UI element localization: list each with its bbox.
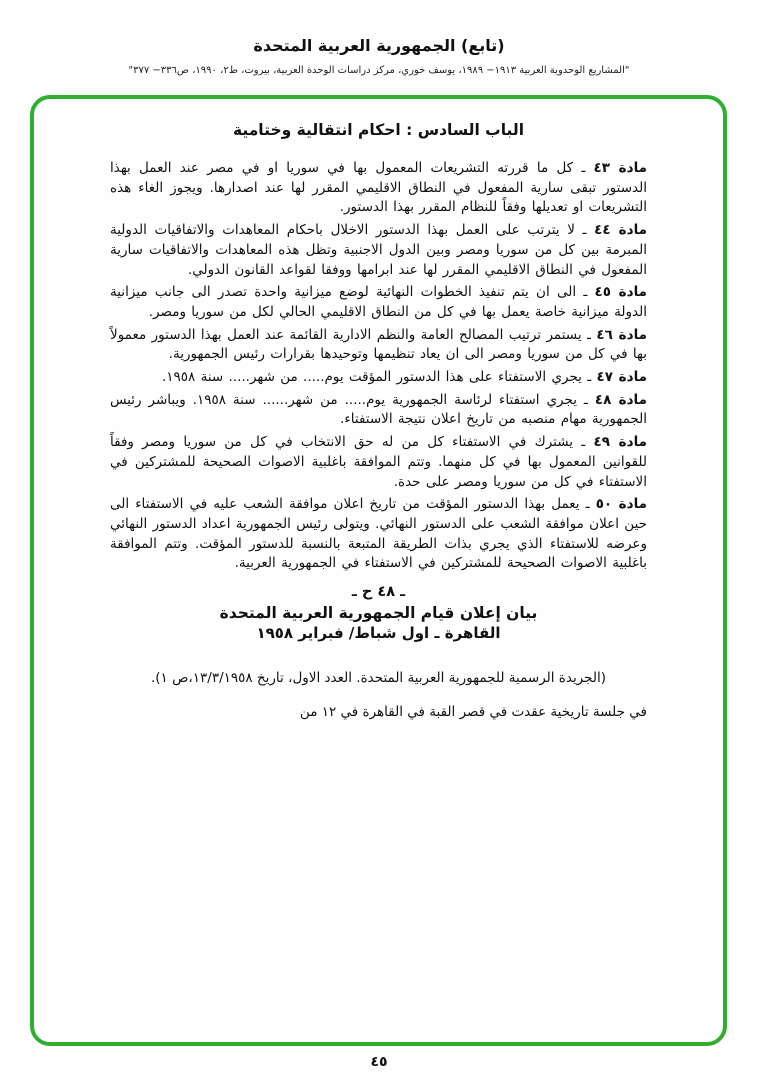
article-44-label: مادة ٤٤ <box>594 222 647 239</box>
article-44-text: ـ لا يترتب على العمل بهذا الدستور الاخلال باحكام المعاهدات والاتفاقيات الدولية المبرمة بين كل من سوريا ومصر وبين الدول الاجنبية وتظل هذه المعاهدات والاتفاقيات سارية المفعول في النطاق الاقليمي المقرر لها عند ابرامها ووفقا لقواعد القانون الدولي. <box>110 222 647 278</box>
article-43-label: مادة ٤٣ <box>593 160 648 176</box>
article-46 <box>110 326 647 365</box>
page-number: ٤٥ <box>370 1054 388 1070</box>
source-note: (الجريدة الرسمية للجمهورية العربية المتحدة. العدد الاول، تاريخ ١٣/٣/١٩٥٨،ص ١). <box>150 670 607 687</box>
article-45 <box>110 283 647 322</box>
article-50-label: مادة ٥٠ <box>595 496 647 513</box>
article-45-label: مادة ٤٥ <box>594 284 647 301</box>
article-46-label: مادة ٤٦ <box>596 326 648 343</box>
article-48-label: مادة ٤٨ <box>594 391 647 408</box>
article-46-text: ـ يستمر ترتيب المصالح العامة والنظم الادارية القائمة عند العمل بهذا الدستور معمولاً بها في كل من سوريا ومصر الى ان يعاد تنظيمها وتوحيدها بقرارات رئيس الجمهورية. <box>110 326 647 363</box>
article-48 <box>110 391 647 430</box>
article-47 <box>110 368 647 388</box>
page-header-title: (تابع) الجمهورية العربية المتحدة <box>253 36 505 55</box>
article-49-label: مادة ٤٩ <box>593 434 647 451</box>
section-separator: ـ ٤٨ ح ـ <box>351 584 406 601</box>
article-48-text: ـ يجري استفتاء لرئاسة الجمهورية يوم..... من شهر...... سنة ١٩٥٨. ويباشر رئيس الجمهورية مهام منصبه من تاريخ اعلان نتيجة الاستفتاء. <box>110 391 647 428</box>
article-49 <box>110 433 647 492</box>
article-45-text: ـ الى ان يتم تنفيذ الخطوات النهائية لوضع ميزانية واحدة تصدر الى جانب ميزانية الدولة ميزانية خاصة يعمل بها في كل من النطاق الاقليمي الحالي لكل من سوريا ومصر. <box>110 284 647 320</box>
article-50 <box>110 495 647 574</box>
content-border-box <box>30 95 727 1046</box>
article-50-text: ـ يعمل بهذا الدستور المؤقت من تاريخ اعلان موافقة الشعب عليه في الاستفتاء الى حين اعلان موافقة الشعب على الدستور النهائي. ويتولى رئيس الجمهورية اعداد الدستور النهائي وعرضه للاستفتاء الذي يجري بذات الطريقة المتبعة بالنسبة للدستور المؤقت. وتتم الموافقة باغلبية الاصوات الصحيحة للمشتركين في الاستفتاء في الجمهورية العربية. <box>110 496 647 572</box>
article-44 <box>110 221 647 280</box>
article-43-text: ـ كل ما قررته التشريعات المعمول بها في سوريا او في مصر عند العمل بهذا الدستور تبقى سارية المفعول في النطاق الاقليمي المقرر لها عند اصدارها. ويجوز الغاء هذه التشريعات او تعديلها وفقاً للنظام المقرر بهذا الدستور. <box>110 160 647 216</box>
closing-line: في جلسة تاريخية عقدت في قصر القبة في القاهرة في ١٢ من <box>299 704 647 721</box>
article-49-text: ـ يشترك في الاستفتاء كل من له حق الانتخاب في كل من سوريا ومصر وفقاً للقوانين المعمول بها في كل منهما. وتتم الموافقة باغلبية الاصوات الصحيحة للمشتركين في الاستفتاء في كل من سوريا ومصر على حدة. <box>110 434 647 490</box>
proclamation-subtitle: القاهرة ـ اول شباط/ فبراير ١٩٥٨ <box>256 624 501 643</box>
section-heading: الباب السادس : احكام انتقالية وختامية <box>232 121 525 139</box>
proclamation-title: بيان إعلان قيام الجمهورية العربية المتحدة <box>219 604 538 623</box>
citation-line: "المشاريع الوحدوية العربية ١٩١٣− ١٩٨٩، يوسف خوري، مركز دراسات الوحدة العربية، بيروت، ط٢، ١٩٩٠، ص٣٣٦− ٣٧٧" <box>128 65 630 76</box>
article-47-text: ـ يجري الاستفتاء على هذا الدستور المؤقت يوم..... من شهر..... سنة ١٩٥٨. <box>161 369 592 386</box>
article-43 <box>110 159 647 218</box>
article-47-label: مادة ٤٧ <box>596 369 647 386</box>
